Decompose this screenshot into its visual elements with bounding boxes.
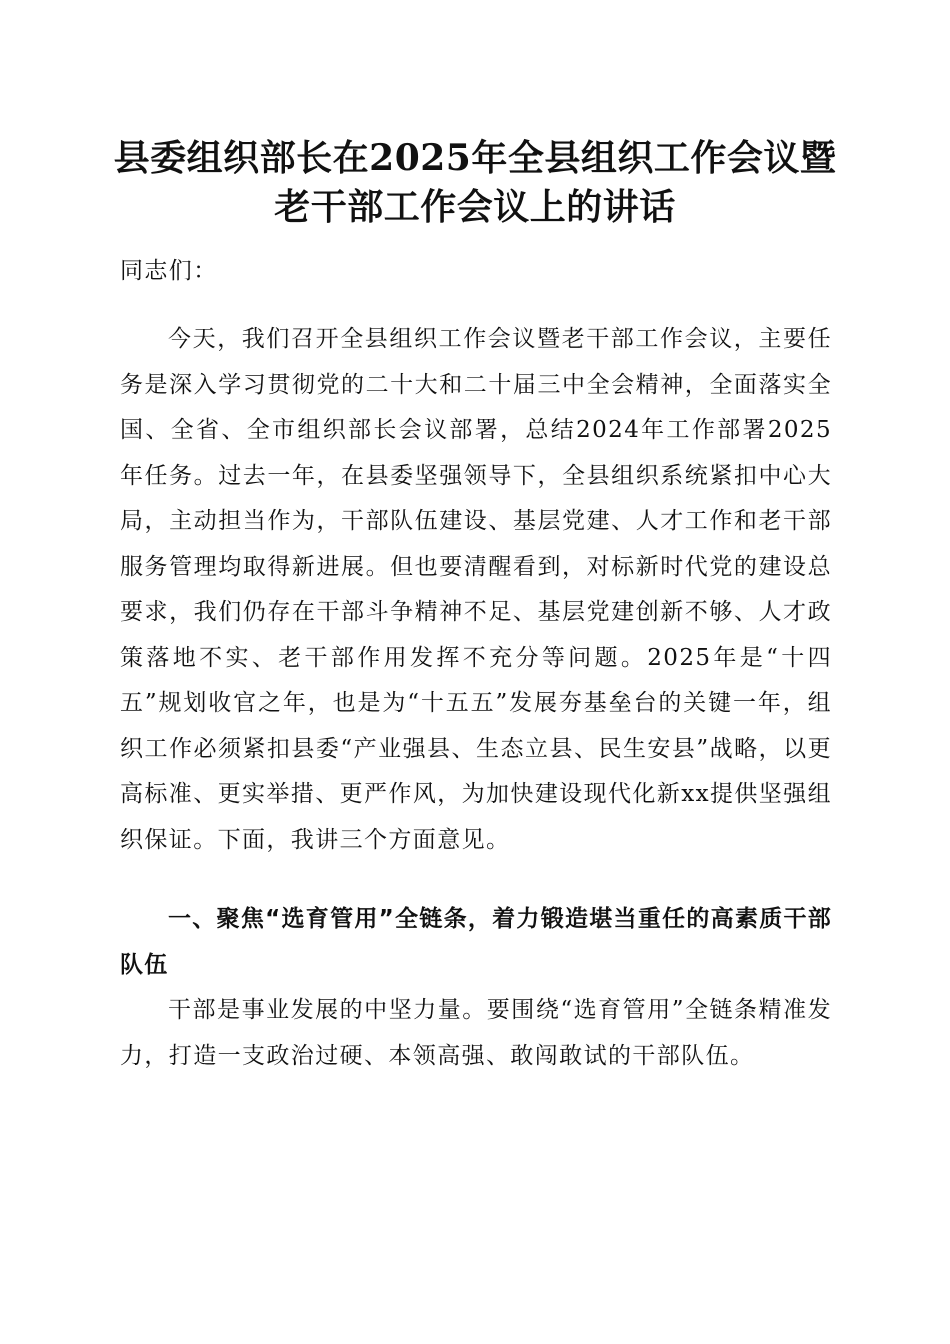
document-title-line-1: 县委组织部长在2025年全县组织工作会议暨	[113, 137, 837, 179]
opening-paragraph: 今天，我们召开全县组织工作会议暨老干部工作会议，主要任务是深入学习贯彻党的二十大和二十届三中全会精神，全面落实全国、全省、全市组织部长会议部署，总结2024年工作部署2025年任务。过去一年，在县委坚强领导下，全县组织系统紧扣中心大局，主动担当作为，干部队伍建设、基层党建、人才工作和老干部服务管理均取得新进展。但也要清醒看到，对标新时代党的建设总要求，我们仍存在干部斗争精神不足、基层党建创新不够、人才政策落地不实、老干部作用发挥不充分等问题。2025年是“十四五”规划收官之年，也是为“十五五”发展夯基垒台的关键一年，组织工作必须紧扣县委“产业强县、生态立县、民生安县”战略，以更高标准、更实举措、更严作风，为加快建设现代化新xx提供坚强组织保证。下面，我讲三个方面意见。	[120, 326, 832, 853]
document-title-line-2: 老干部工作会议上的讲话	[274, 186, 676, 228]
section-heading-1: 一、聚焦“选育管用”全链条，着力锻造堪当重任的高素质干部队伍	[120, 906, 832, 978]
salutation: 同志们：	[120, 258, 218, 284]
section-1-paragraph: 干部是事业发展的中坚力量。要围绕“选育管用”全链条精准发力，打造一支政治过硬、本领高强、敢闯敢试的干部队伍。	[120, 997, 832, 1069]
